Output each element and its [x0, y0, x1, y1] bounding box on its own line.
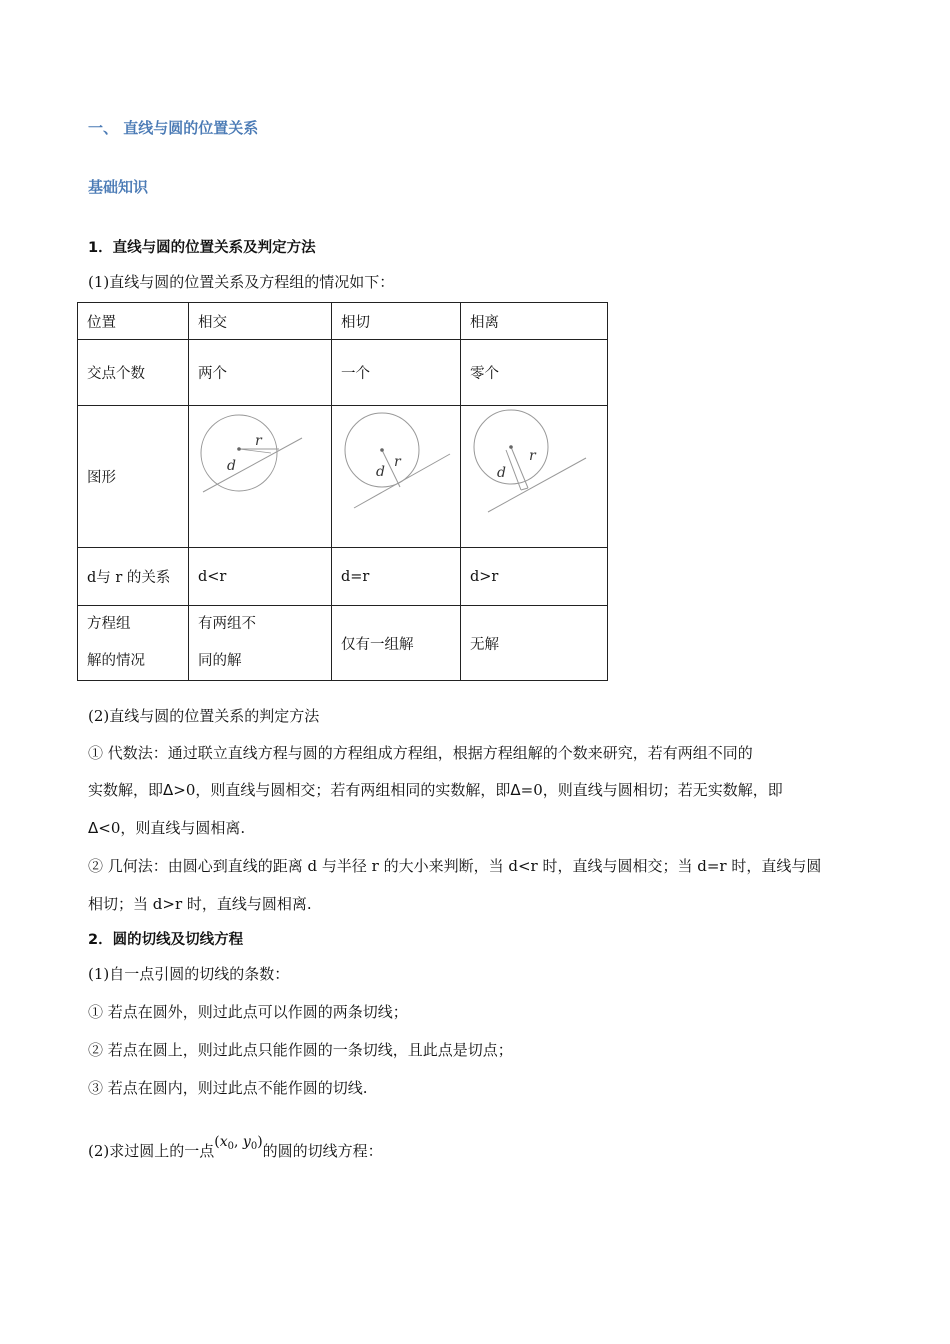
figure-tangent: [332, 406, 461, 548]
subsection-title: 基础知识: [88, 178, 149, 196]
text-span: 的圆的切线方程：: [262, 1142, 383, 1160]
delta-symbol: Δ: [163, 781, 174, 799]
tangent-case-1: ① 若点在圆外，则过此点可以作圆的两条切线；: [88, 1003, 408, 1021]
paragraph-tangent-count: (1)自一点引圆的切线的条数：: [88, 965, 290, 983]
text-span: 实数解，即: [88, 781, 164, 799]
math-sub: 0: [227, 1141, 234, 1152]
paragraph-method-title: (2)直线与圆的位置关系的判定方法: [88, 707, 320, 725]
label-r: r: [394, 454, 401, 470]
heading-1: 1．直线与圆的位置关系及判定方法: [88, 240, 316, 256]
label-d: d: [497, 465, 506, 481]
table-cell: [189, 606, 332, 681]
paragraph-intro: (1)直线与圆的位置关系及方程组的情况如下：: [88, 273, 395, 291]
cell-line: 解的情况: [87, 653, 145, 669]
paragraph-tangent-equation: [88, 1134, 383, 1162]
table-row: [78, 303, 608, 340]
table-cell: 交点个数: [78, 340, 189, 406]
table-cell: 图形: [78, 406, 189, 548]
table-cell: 一个: [332, 340, 461, 406]
text-span: >0，则直线与圆相交；若有两组相同的实数解，即: [173, 781, 511, 799]
table-cell: [78, 606, 189, 681]
label-r: r: [255, 433, 262, 449]
tangent-case-3: ③ 若点在圆内，则过此点不能作圆的切线.: [88, 1079, 368, 1097]
cell-line: 有两组不: [198, 616, 256, 632]
label-r: r: [529, 448, 536, 464]
cell-line: 方程组: [87, 616, 131, 632]
algebra-line-3: [88, 817, 245, 838]
label-d: d: [227, 458, 236, 474]
delta-symbol: Δ: [88, 819, 99, 837]
geometry-line-1: ② 几何法：由圆心到直线的距离 d 与半径 r 的大小来判断，当 d<r 时，直线与圆相交；当 d=r 时，直线与圆: [88, 857, 822, 875]
table-cell: d=r: [332, 548, 461, 606]
table-row: [78, 340, 608, 406]
tangent-case-2: ② 若点在圆上，则过此点只能作圆的一条切线，且此点是切点；: [88, 1041, 513, 1059]
section-title: 一、 直线与圆的位置关系: [88, 119, 259, 137]
algebra-line-2: [88, 779, 783, 800]
heading-2: 2．圆的切线及切线方程: [88, 932, 244, 948]
text-span: =0，则直线与圆相切；若无实数解，即: [520, 781, 783, 799]
separate-diagram: [461, 406, 607, 543]
table-cell: 相切: [332, 303, 461, 340]
text-span: (2)求过圆上的一点: [88, 1142, 215, 1160]
table-cell: 位置: [78, 303, 189, 340]
table-row: [78, 406, 608, 548]
table-cell: 两个: [189, 340, 332, 406]
math-x: x: [219, 1134, 228, 1150]
tangent-diagram: [332, 406, 460, 543]
table-cell: d<r: [189, 548, 332, 606]
table-cell: 零个: [461, 340, 608, 406]
figure-separate: [461, 406, 608, 548]
algebra-line-1: ① 代数法：通过联立直线方程与圆的方程组成方程组，根据方程组解的个数来研究，若有两组不同的: [88, 744, 753, 762]
figure-intersect: [189, 406, 332, 548]
table-row: [78, 606, 608, 681]
table-row: [78, 548, 608, 606]
intersect-diagram: [189, 406, 331, 543]
point-expression: ($x_0$, $y_0$): [214, 1134, 263, 1152]
math-y: y: [242, 1134, 251, 1150]
cell-line: 同的解: [198, 653, 242, 669]
table-cell: d与 r 的关系: [78, 548, 189, 606]
geometry-line-2: 相切；当 d>r 时，直线与圆相离.: [88, 895, 312, 913]
table-cell: 相离: [461, 303, 608, 340]
table-cell: 无解: [461, 606, 608, 681]
relation-table: [77, 302, 608, 681]
table-cell: 仅有一组解: [332, 606, 461, 681]
delta-symbol: Δ: [510, 781, 521, 799]
table-cell: d>r: [461, 548, 608, 606]
table-cell: 相交: [189, 303, 332, 340]
label-d: d: [376, 464, 385, 480]
math-sub: 0: [250, 1141, 258, 1152]
text-span: <0，则直线与圆相离.: [98, 819, 246, 837]
